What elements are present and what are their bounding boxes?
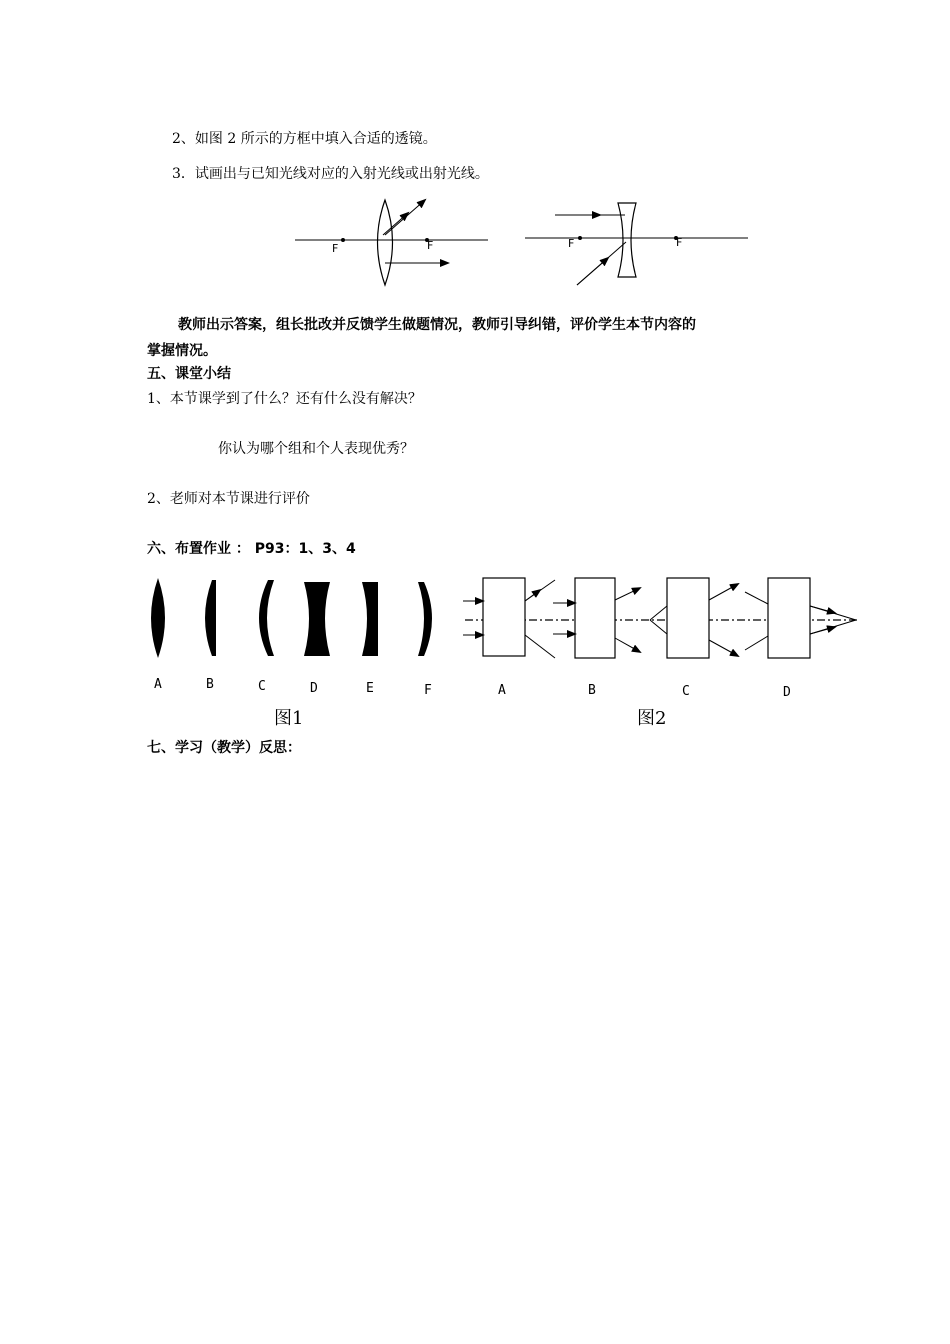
figure2-boxes [460,570,870,705]
concave-lens-diagram [525,203,748,285]
fig1-label-a: A [154,677,162,692]
figure1-lenses [140,570,450,700]
lens-e [362,582,378,656]
box-c [667,578,709,658]
box-d [768,578,810,658]
focus-point-left-2 [578,236,582,240]
fig2-label-a: A [498,683,506,698]
box-a [483,578,525,656]
fig2-label-c: C [682,684,690,699]
summary-item-1b: 你认为哪个组和个人表现优秀？ [218,441,414,457]
fig1-label-b: B [206,677,214,692]
lens-a [151,578,165,658]
summary-heading: 五、课堂小结 [147,366,231,382]
focus-point-left [341,238,345,242]
focus-label-right-2: F [676,236,683,249]
lens-d [304,582,330,656]
fig1-label-f: F [424,683,432,698]
concave-lens [618,203,636,277]
convex-lens [378,200,393,285]
box-b [575,578,615,658]
fig2-label-d: D [783,685,791,700]
fig2-label-b: B [588,683,596,698]
summary-item-2: 2、老师对本节课进行评价 [147,491,310,507]
figure1-caption: 图1 [274,708,304,729]
homework-heading: 六、布置作业 ： P93：1、3、4 [147,541,356,557]
exercise-3: 3．试画出与已知光线对应的入射光线或出射光线。 [172,166,489,182]
feedback-line-2: 掌握情况。 [147,343,217,359]
fig1-label-d: D [310,681,318,696]
focus-label-right: F [427,239,434,252]
focus-label-left-2: F [568,237,575,250]
fig1-label-e: E [366,681,374,696]
lens-c [259,580,274,656]
lens-f [418,582,432,656]
figure2-caption: 图2 [637,708,667,729]
summary-item-1: 1、本节课学到了什么？还有什么没有解决？ [147,391,422,407]
fig1-label-c: C [258,679,266,694]
convex-lens-diagram [295,200,488,285]
lens-b [205,580,216,656]
focus-label-left: F [332,242,339,255]
feedback-line-1: 教师出示答案，组长批改并反馈学生做题情况，教师引导纠错，评价学生本节内容的 [178,317,696,333]
reflection-heading: 七、学习（教学）反思： [147,740,301,756]
exercise-2: 2、如图 2 所示的方框中填入合适的透镜。 [172,131,437,147]
ray-diagrams [290,195,760,290]
